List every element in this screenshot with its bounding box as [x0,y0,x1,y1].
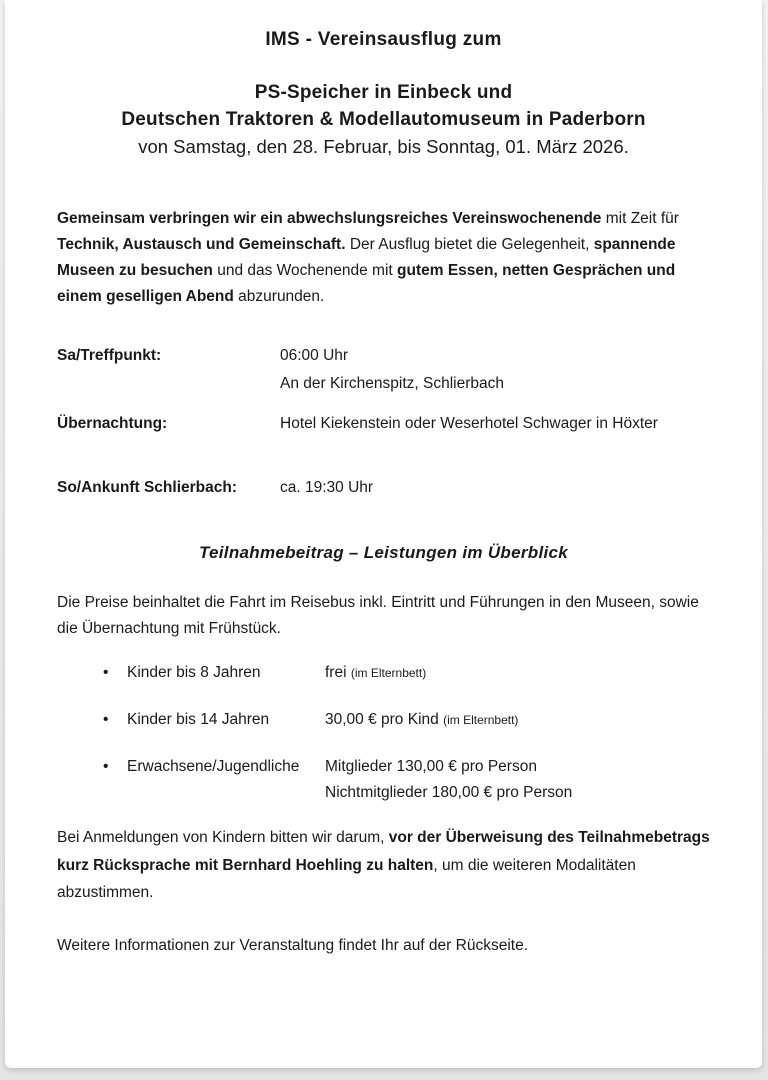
document-subtitle-block [57,79,710,160]
document-page [5,0,762,1068]
fees-section-heading: Teilnahmebeitrag – Leistungen im Überblick [198,543,569,562]
schedule-value-line: 06:00 Uhr [280,347,349,364]
intro-paragraph [57,206,710,310]
fee-value [325,660,710,686]
intro-segment: spannende Museen zu besuchen [57,236,676,279]
intro-segment: Technik, Austausch und Gemeinschaft. [57,236,346,253]
document-content [5,0,762,959]
fee-note: (im Elternbett) [443,713,519,727]
registration-note-paragraph [57,824,710,907]
fee-price-members: Mitglieder 130,00 € pro Person [325,758,537,775]
note-segment: Bei Anmeldungen von Kindern bitten wir darum, [57,829,389,846]
bullet-icon: • [103,711,109,728]
schedule-value [280,474,710,502]
note-segment: vor der Überweisung des Teilnahmebetrags kurz Rücksprache mit Bernhard Hoehling zu halten [57,829,710,874]
fees-description: Die Preise beinhaltet die Fahrt im Reisebus inkl. Eintritt und Führungen in den Museen, sowie die Übernachtung mit Frühstück. [57,594,699,637]
fee-item-kinder-8 [57,660,710,686]
destination-line-1: PS-Speicher in Einbeck und [254,82,513,103]
fee-price-nonmembers: Nichtmitglieder 180,00 € pro Person [325,784,573,801]
schedule-row-ankunft [57,474,710,502]
schedule-section [57,342,710,502]
bullet-icon: • [103,758,109,775]
fee-value [325,707,710,733]
schedule-row-treffpunkt [57,342,710,398]
schedule-value [280,410,710,438]
fee-price: frei [325,664,347,681]
intro-segment: Der Ausflug bietet die Gelegenheit, [345,236,594,253]
intro-segment: und das Wochenende mit [212,262,398,279]
schedule-label: Übernachtung: [57,415,168,432]
fee-item-erwachsene [57,754,710,806]
more-info-line: Weitere Informationen zur Veranstaltung findet Ihr auf der Rückseite. [57,936,528,954]
intro-segment: abzurunden. [233,288,325,305]
fee-item-kinder-14 [57,707,710,733]
schedule-label: So/Ankunft Schlierbach: [57,479,237,496]
destination-line-2: Deutschen Traktoren & Modellautomuseum in Paderborn [121,109,646,130]
fee-label: Erwachsene/Jugendliche [127,758,300,775]
schedule-value [280,342,710,398]
bullet-icon: • [103,664,109,681]
schedule-value-line: ca. 19:30 Uhr [280,479,374,496]
note-segment: , um die weiteren Modalitäten abzustimmen. [57,856,636,901]
intro-segment: gutem Essen, netten Gesprächen und einem geselligen Abend [57,262,676,305]
fee-label: Kinder bis 8 Jahren [127,664,261,681]
schedule-row-uebernachtung [57,410,710,438]
intro-segment: Gemeinsam verbringen wir ein abwechslungsreiches Vereinswochenende [57,210,602,227]
trip-date-line: von Samstag, den 28. Februar, bis Sonntag, 01. März 2026. [138,136,629,157]
fee-label: Kinder bis 14 Jahren [127,711,270,728]
fee-note: (im Elternbett) [350,666,427,680]
fee-price: 30,00 € pro Kind [325,711,439,728]
fee-value [325,754,710,806]
schedule-label: Sa/Treffpunkt: [57,347,162,364]
schedule-value-line: Hotel Kiekenstein oder Weserhotel Schwager in Höxter [280,415,658,432]
intro-segment: mit Zeit für [601,210,679,227]
fee-list [57,660,710,806]
document-title: IMS - Vereinsausflug zum [265,29,502,50]
schedule-value-line: An der Kirchenspitz, Schlierbach [280,375,505,392]
